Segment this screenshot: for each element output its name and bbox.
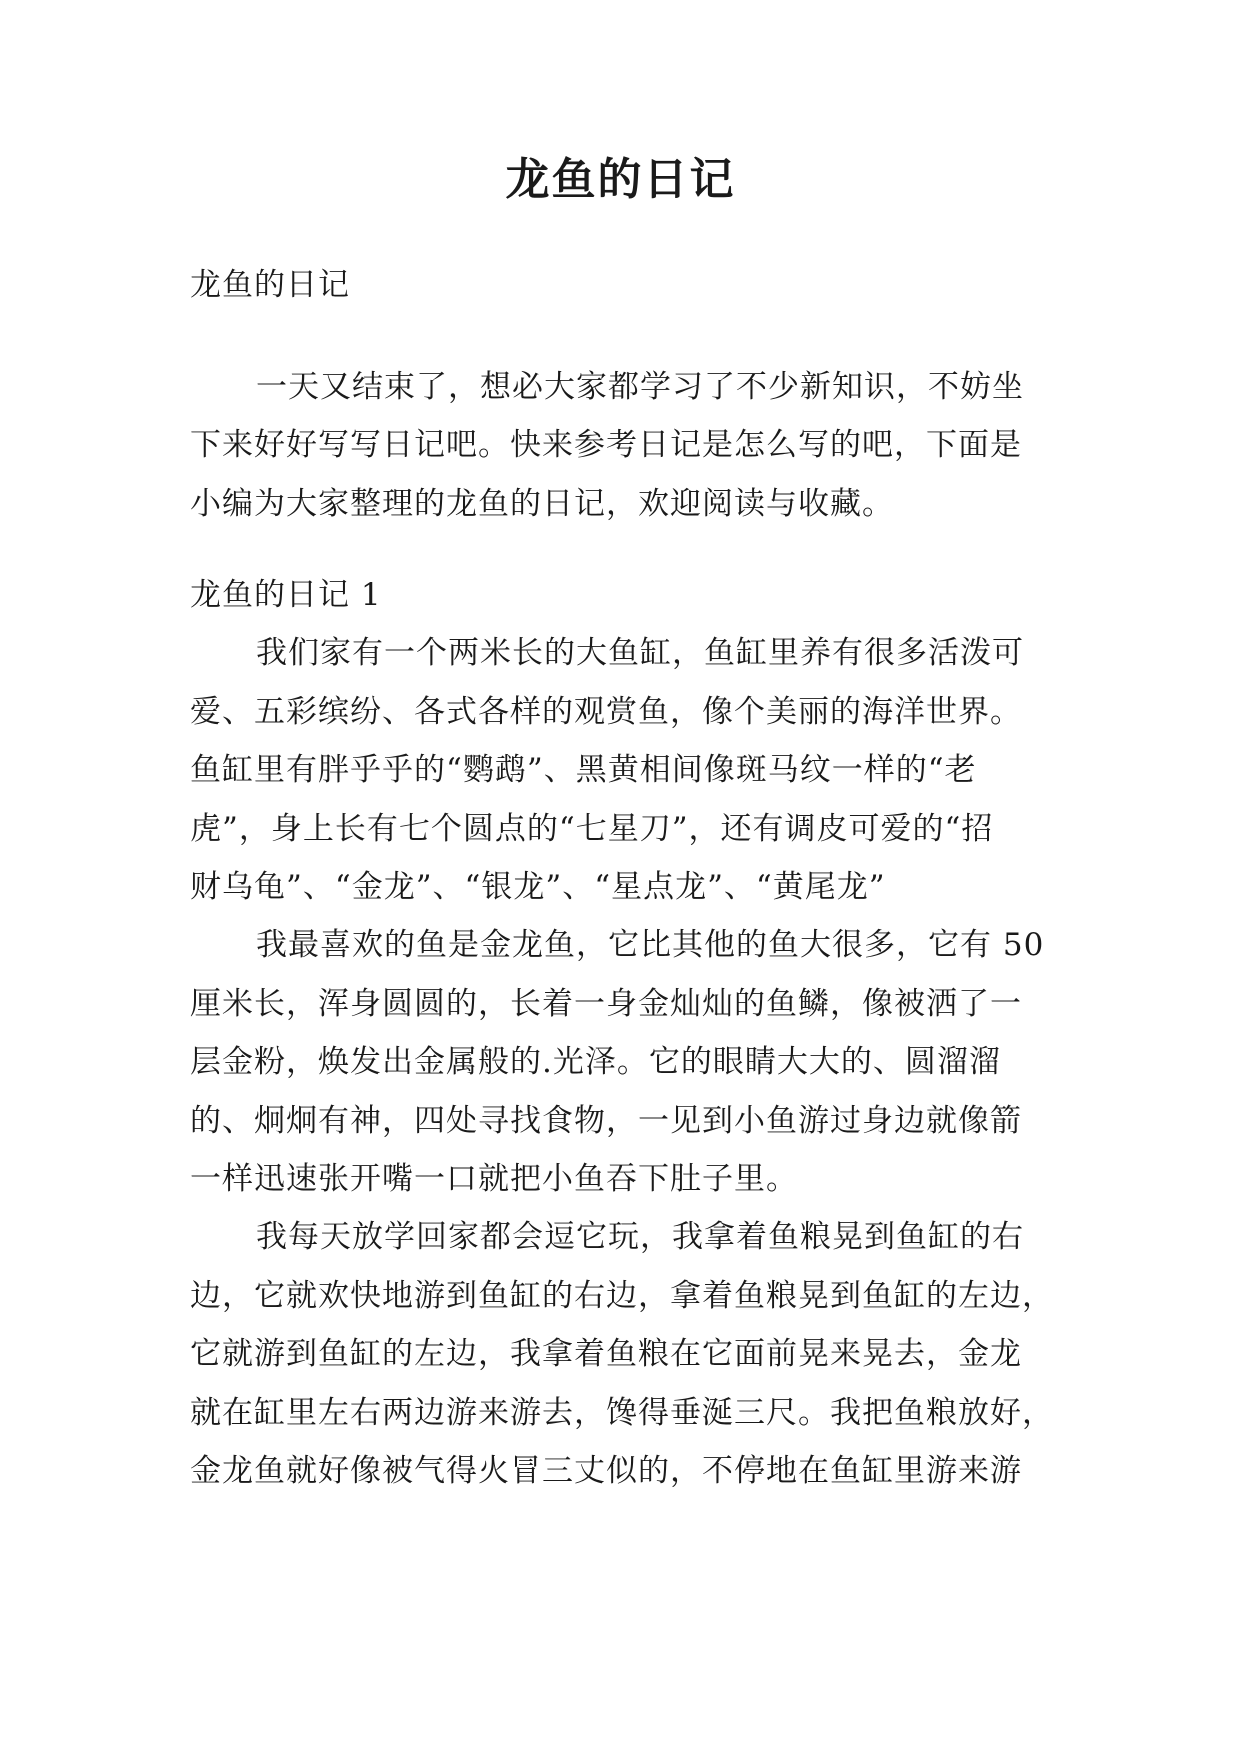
subtitle: 龙鱼的日记: [190, 267, 350, 303]
diary-section-1: [190, 566, 1060, 1501]
para3-line: 它就游到鱼缸的左边，我拿着鱼粮在它面前晃来晃去，金龙: [190, 1336, 1022, 1373]
intro-line: 下来好好写写日记吧。快来参考日记是怎么写的吧，下面是: [190, 427, 1022, 464]
para2-line: 我最喜欢的鱼是金龙鱼，它比其他的鱼大很多，它有 50: [256, 927, 1045, 964]
para1-line: 我们家有一个两米长的大鱼缸，鱼缸里养有很多活泼可: [256, 635, 1024, 672]
para1-line: 虎”，身上长有七个圆点的“七星刀”，还有调皮可爱的“招: [190, 810, 994, 847]
section-heading: 龙鱼的日记 1: [190, 577, 382, 613]
para1-line: 财乌龟”、“金龙”、“银龙”、“星点龙”、“黄尾龙”: [190, 869, 886, 906]
para3-line: 就在缸里左右两边游来游去，馋得垂涎三尺。我把鱼粮放好，: [190, 1394, 1054, 1431]
para1-line: 鱼缸里有胖乎乎的“鹦鹉”、黑黄相间像斑马纹一样的“老: [190, 752, 977, 789]
intro-line: 小编为大家整理的龙鱼的日记，欢迎阅读与收藏。: [190, 485, 894, 522]
para3-line: 边，它就欢快地游到鱼缸的右边，拿着鱼粮晃到鱼缸的左边，: [190, 1277, 1054, 1314]
para3-line: 我每天放学回家都会逗它玩，我拿着鱼粮晃到鱼缸的右: [256, 1219, 1024, 1256]
para1-line: 爱、五彩缤纷、各式各样的观赏鱼，像个美丽的海洋世界。: [190, 693, 1022, 730]
para2-line: 层金粉，焕发出金属般的.光泽。它的眼睛大大的、圆溜溜: [190, 1044, 1001, 1081]
para2-line: 厘米长，浑身圆圆的，长着一身金灿灿的鱼鳞，像被洒了一: [190, 985, 1022, 1022]
para3-line: 金龙鱼就好像被气得火冒三丈似的，不停地在鱼缸里游来游: [190, 1453, 1022, 1490]
document-title: 龙鱼的日记: [505, 154, 736, 205]
subtitle-block: [190, 256, 1060, 314]
para2-line: 一样迅速张开嘴一口就把小鱼吞下肚子里。: [190, 1161, 798, 1198]
intro-paragraph: [190, 358, 1060, 533]
para2-line: 的、炯炯有神，四处寻找食物，一见到小鱼游过身边就像箭: [190, 1102, 1022, 1139]
intro-line: 一天又结束了，想必大家都学习了不少新知识，不妨坐: [256, 369, 1024, 405]
